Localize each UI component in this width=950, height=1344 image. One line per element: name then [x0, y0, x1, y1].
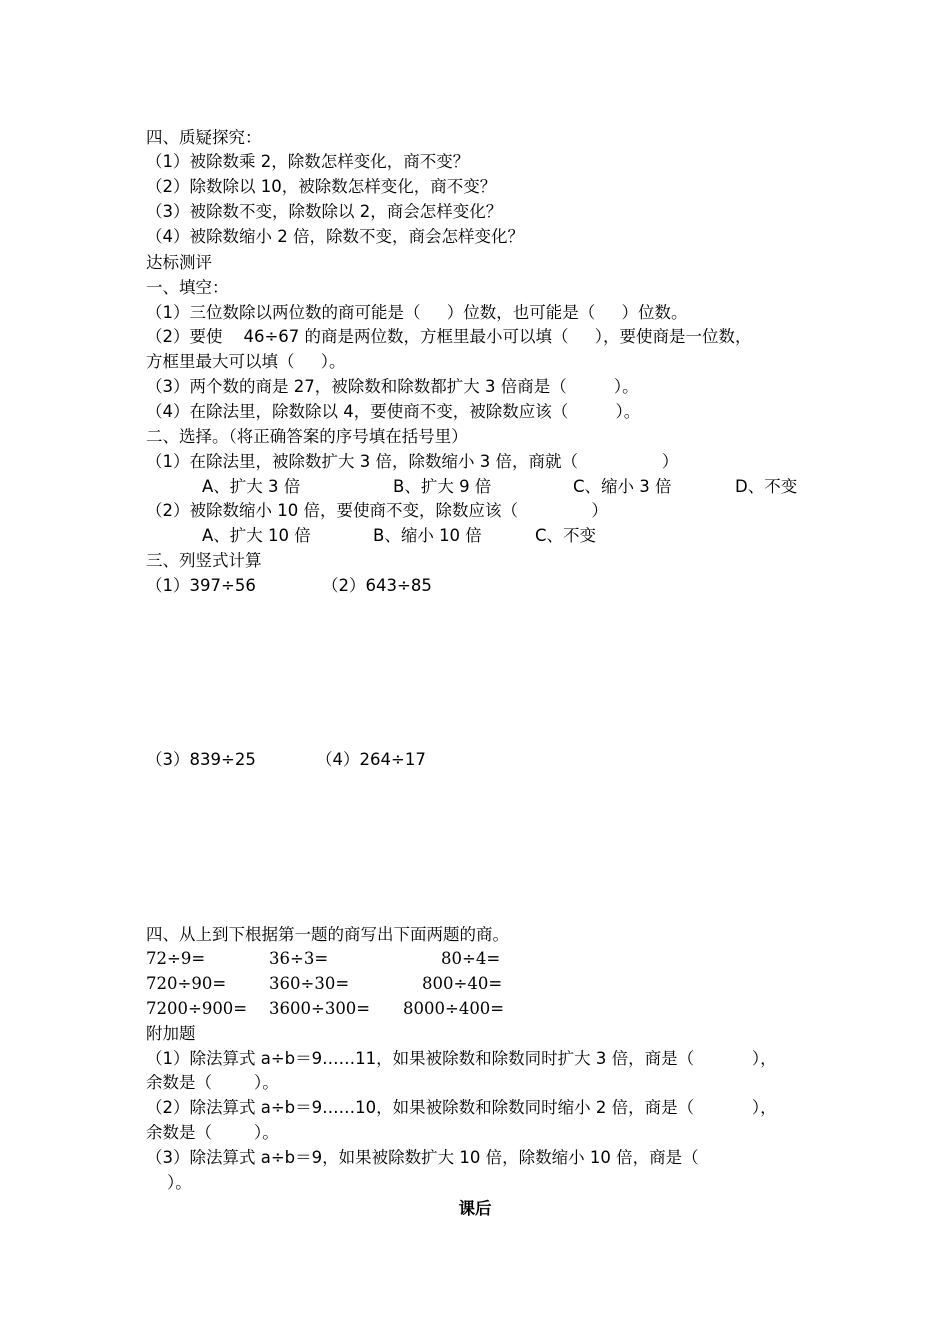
section4-question-4: （4）被除数缩小 2 倍，除数不变，商会怎样变化？: [146, 227, 524, 246]
choice-2-option-b: B、缩小 10 倍: [373, 526, 482, 545]
section4-question-3: （3）被除数不变，除数除以 2，商会怎样变化？: [146, 202, 503, 221]
quotient-row-2-col-2: 360÷30=: [269, 974, 350, 993]
quotient-row-2-col-3: 800÷40=: [422, 974, 503, 993]
quotient-row-1-col-1: 72÷9=: [146, 949, 206, 968]
assessment-title: 达标测评: [146, 253, 212, 272]
fill-question-3: （3）两个数的商是 27，被除数和除数都扩大 3 倍商是（ ）。: [146, 377, 639, 396]
bonus-question-2-line-1: （2）除法算式 a÷b＝9……10，如果被除数和除数同时缩小 2 倍，商是（ ），: [146, 1098, 777, 1117]
choice-2-option-c: C、不变: [535, 526, 597, 545]
quotient-row-3-col-3: 8000÷400=: [403, 999, 505, 1018]
footer-title: 课后: [458, 1199, 492, 1218]
choice-question-1: （1）在除法里，被除数扩大 3 倍，除数缩小 3 倍，商就（ ）: [146, 452, 679, 471]
choice-1-option-a: A、扩大 3 倍: [202, 477, 301, 496]
quotient-row-3-col-2: 3600÷300=: [269, 999, 371, 1018]
bonus-question-2-line-2: 余数是（ ）。: [146, 1123, 279, 1142]
vertical-calc-problem-2: （2）643÷85: [322, 576, 432, 595]
vertical-calc-problem-1: （1）397÷56: [146, 576, 256, 595]
choice-1-option-c: C、缩小 3 倍: [573, 477, 672, 496]
fill-heading: 一、填空：: [146, 278, 229, 297]
fill-question-2-line-2: 方框里最大可以填（ ）。: [146, 352, 346, 371]
choice-question-2: （2）被除数缩小 10 倍，要使商不变，除数应该（ ）: [146, 501, 608, 520]
bonus-question-3-line-1: （3）除法算式 a÷b＝9，如果被除数扩大 10 倍，除数缩小 10 倍，商是（: [146, 1148, 699, 1167]
bonus-question-1-line-1: （1）除法算式 a÷b＝9……11，如果被除数和除数同时扩大 3 倍，商是（ ），: [146, 1049, 777, 1068]
bonus-title: 附加题: [146, 1024, 196, 1043]
bonus-question-1-line-2: 余数是（ ）。: [146, 1073, 279, 1092]
fill-question-1: （1）三位数除以两位数的商可能是（ ）位数，也可能是（ ）位数。: [146, 303, 688, 322]
vertical-calc-problem-4: （4）264÷17: [316, 750, 426, 769]
choice-1-option-d: D、不变: [735, 477, 798, 496]
vertical-calc-problem-3: （3）839÷25: [146, 750, 256, 769]
quotient-row-3-col-1: 7200÷900=: [146, 999, 248, 1018]
quotient-heading: 四、从上到下根据第一题的商写出下面两题的商。: [146, 925, 509, 944]
section4-question-2: （2）除数除以 10，被除数怎样变化，商不变？: [146, 177, 497, 196]
quotient-row-1-col-2: 36÷3=: [269, 949, 329, 968]
choice-heading: 二、选择。（将正确答案的序号填在括号里）: [146, 427, 468, 446]
choice-1-option-b: B、扩大 9 倍: [393, 477, 492, 496]
fill-question-4: （4）在除法里，除数除以 4，要使商不变，被除数应该（ ）。: [146, 402, 641, 421]
section4-question-1: （1）被除数乘 2，除数怎样变化，商不变？: [146, 152, 470, 171]
section4-heading: 四、质疑探究：: [146, 128, 262, 147]
vertical-calc-heading: 三、列竖式计算: [146, 551, 262, 570]
choice-2-option-a: A、扩大 10 倍: [202, 526, 311, 545]
fill-question-2-line-1: （2）要使 46÷67 的商是两位数，方框里最小可以填（ ），要使商是一位数，: [146, 327, 752, 346]
quotient-row-1-col-3: 80÷4=: [441, 949, 501, 968]
quotient-row-2-col-1: 720÷90=: [146, 974, 227, 993]
bonus-question-3-line-2: ）。: [146, 1173, 192, 1192]
